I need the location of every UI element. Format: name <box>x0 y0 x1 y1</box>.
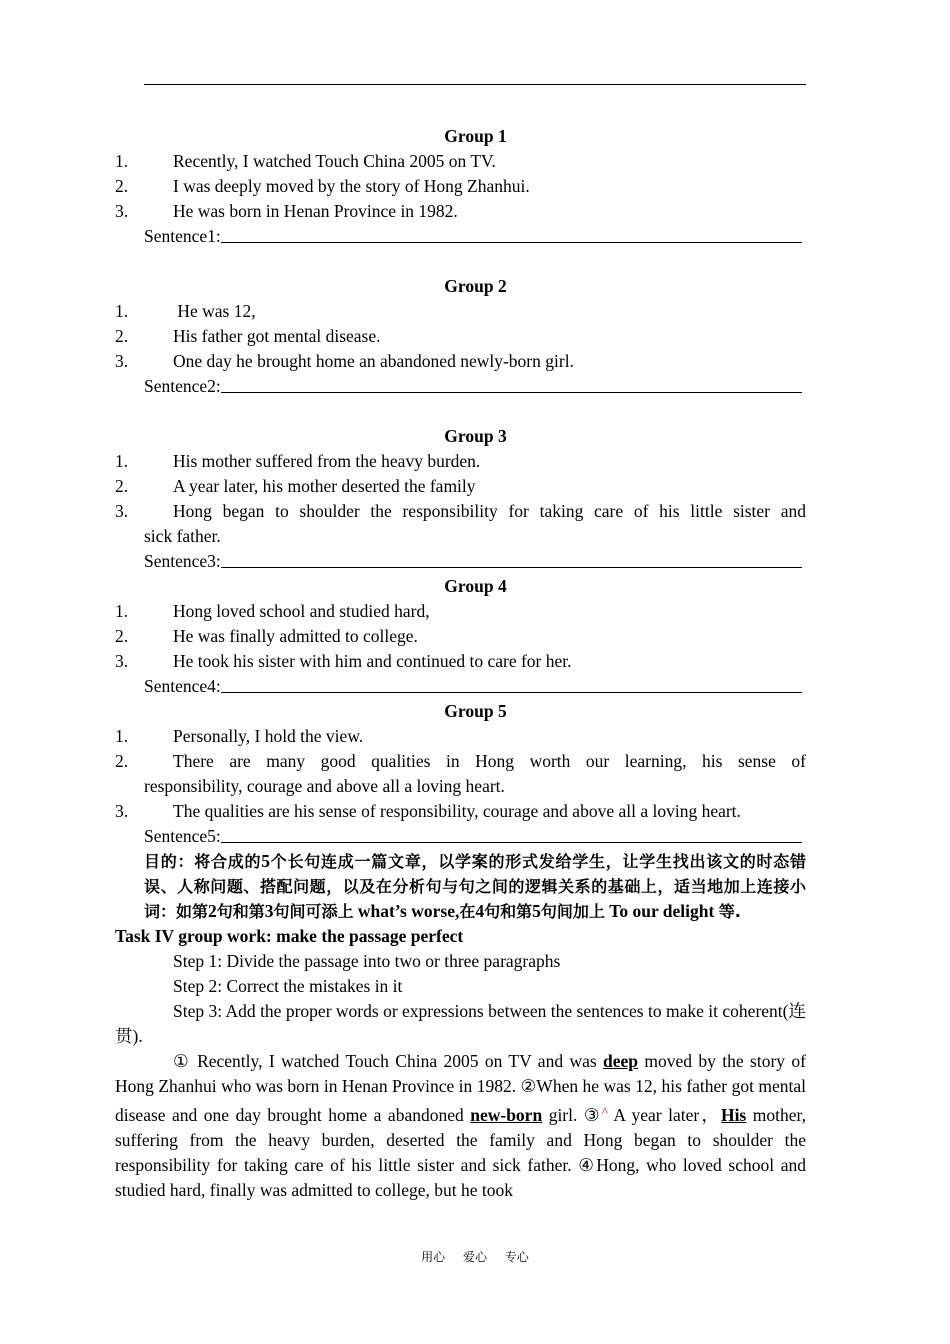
item-text: A year later, his mother deserted the family <box>173 476 476 496</box>
item-text: He was finally admitted to college. <box>173 626 418 646</box>
item-text: His mother suffered from the heavy burden. <box>173 451 481 471</box>
group-2-title: Group 2 <box>444 276 507 296</box>
item-number: 3. <box>115 201 129 221</box>
answer-blank[interactable] <box>221 374 802 393</box>
sentence-label: Sentence5: <box>144 826 221 846</box>
group-3-item-2 <box>115 474 806 499</box>
item-number: 1. <box>115 151 129 171</box>
item-number: 2. <box>115 326 129 346</box>
group-2-item-1 <box>115 299 806 324</box>
group-3-item-1 <box>115 449 806 474</box>
insertion-caret-icon: ^ <box>601 1104 608 1119</box>
sentence-1-answer-line[interactable] <box>115 224 806 249</box>
item-text: His father got mental disease. <box>173 326 381 346</box>
group-5-item-2 <box>115 749 806 774</box>
sentence-3-answer-line[interactable] <box>115 549 806 574</box>
group-4-item-1 <box>115 599 806 624</box>
item-text: He took his sister with him and continued to care for her. <box>173 651 572 671</box>
group-3-item-3 <box>115 499 806 524</box>
group-4-item-2 <box>115 624 806 649</box>
item-text: Hong began to shoulder the responsibility for taking care of his little sister and <box>173 501 806 521</box>
error-mark-deep: deep <box>603 1051 639 1071</box>
item-text: Personally, I hold the view. <box>173 726 364 746</box>
sentence-label: Sentence4: <box>144 676 221 696</box>
group-5-item-3 <box>115 799 806 824</box>
answer-blank[interactable] <box>221 824 802 843</box>
answer-blank[interactable] <box>221 224 802 243</box>
item-text: The qualities are his sense of responsibility, courage and above all a loving heart. <box>173 801 741 821</box>
item-number: 3. <box>115 651 129 671</box>
item-number: 2. <box>115 626 129 646</box>
item-text: There are many good qualities in Hong worth our learning, his sense of <box>173 751 806 771</box>
teaching-purpose-note: 目的：将合成的5个长句连成一篇文章，以学案的形式发给学生，让学生找出该文的时态错误、人称问题、搭配问题，以及在分析句与句之间的逻辑关系的基础上，适当地加上连接小词：如第2句和第3句间可添上 what’s worse,在4句和第5句间加上 To our delight 等. <box>144 851 806 921</box>
group-2-item-2 <box>115 324 806 349</box>
group-2-item-3 <box>115 349 806 374</box>
error-mark-new-born: new-born <box>470 1105 543 1125</box>
item-number: 1. <box>115 451 129 471</box>
item-number: 1. <box>115 601 129 621</box>
item-text: One day he brought home an abandoned newly-born girl. <box>173 351 574 371</box>
group-1-item-1 <box>115 149 806 174</box>
header-rule <box>144 84 806 85</box>
sentence-4-answer-line[interactable] <box>115 674 806 699</box>
sentence-2-answer-line[interactable] <box>115 374 806 399</box>
group-4-item-3 <box>115 649 806 674</box>
item-text: I was deeply moved by the story of Hong Zhanhui. <box>173 176 530 196</box>
sentence-label: Sentence1: <box>144 226 221 246</box>
practice-passage: ① Recently, I watched Touch China 2005 on TV and was deep moved by the story of Hong Zhanhui who was born in Henan Province in 1982. ②When he was 12, his father got mental disease and one day brought home a abandoned new-born girl. ③^ A year later，His mother, suffering from the heavy burden, deserted the family and Hong began to shoulder the responsibility for taking care of his little sister and sick father. ④Hong, who loved school and studied hard, finally was admitted to college, but he took <box>115 1051 806 1200</box>
sentence-label: Sentence2: <box>144 376 221 396</box>
item-number: 3. <box>115 351 129 371</box>
item-number: 3. <box>115 501 129 521</box>
group-4-title: Group 4 <box>444 576 507 596</box>
task-step-2: Step 2: Correct the mistakes in it <box>173 976 403 996</box>
answer-blank[interactable] <box>221 674 802 693</box>
task-step-3: Step 3: Add the proper words or expressions between the sentences to make it coherent(连贯). <box>115 1001 806 1046</box>
item-number: 1. <box>115 301 129 321</box>
error-mark-his: His <box>720 1105 747 1125</box>
item-text: He was born in Henan Province in 1982. <box>173 201 458 221</box>
group-1-item-2 <box>115 174 806 199</box>
item-text: Hong loved school and studied hard, <box>173 601 430 621</box>
page-footer: 用心 爱心 专心 <box>421 1250 529 1264</box>
item-continuation: responsibility, courage and above all a loving heart. <box>144 776 505 796</box>
answer-blank[interactable] <box>221 549 802 568</box>
item-continuation: sick father. <box>144 526 221 546</box>
item-number: 1. <box>115 726 129 746</box>
item-number: 2. <box>115 176 129 196</box>
item-number: 2. <box>115 476 129 496</box>
sentence-5-answer-line[interactable] <box>115 824 806 849</box>
worksheet-content <box>115 124 806 1203</box>
group-1-item-3 <box>115 199 806 224</box>
task-step-1: Step 1: Divide the passage into two or three paragraphs <box>173 951 561 971</box>
item-text: Recently, I watched Touch China 2005 on TV. <box>173 151 496 171</box>
group-5-item-1 <box>115 724 806 749</box>
item-number: 2. <box>115 751 129 771</box>
sentence-label: Sentence3: <box>144 551 221 571</box>
group-5-title: Group 5 <box>444 701 507 721</box>
item-text: He was 12, <box>173 301 256 321</box>
item-number: 3. <box>115 801 129 821</box>
group-3-title: Group 3 <box>444 426 507 446</box>
task-title: Task IV group work: make the passage perfect <box>115 926 464 946</box>
group-1-title: Group 1 <box>444 126 507 146</box>
